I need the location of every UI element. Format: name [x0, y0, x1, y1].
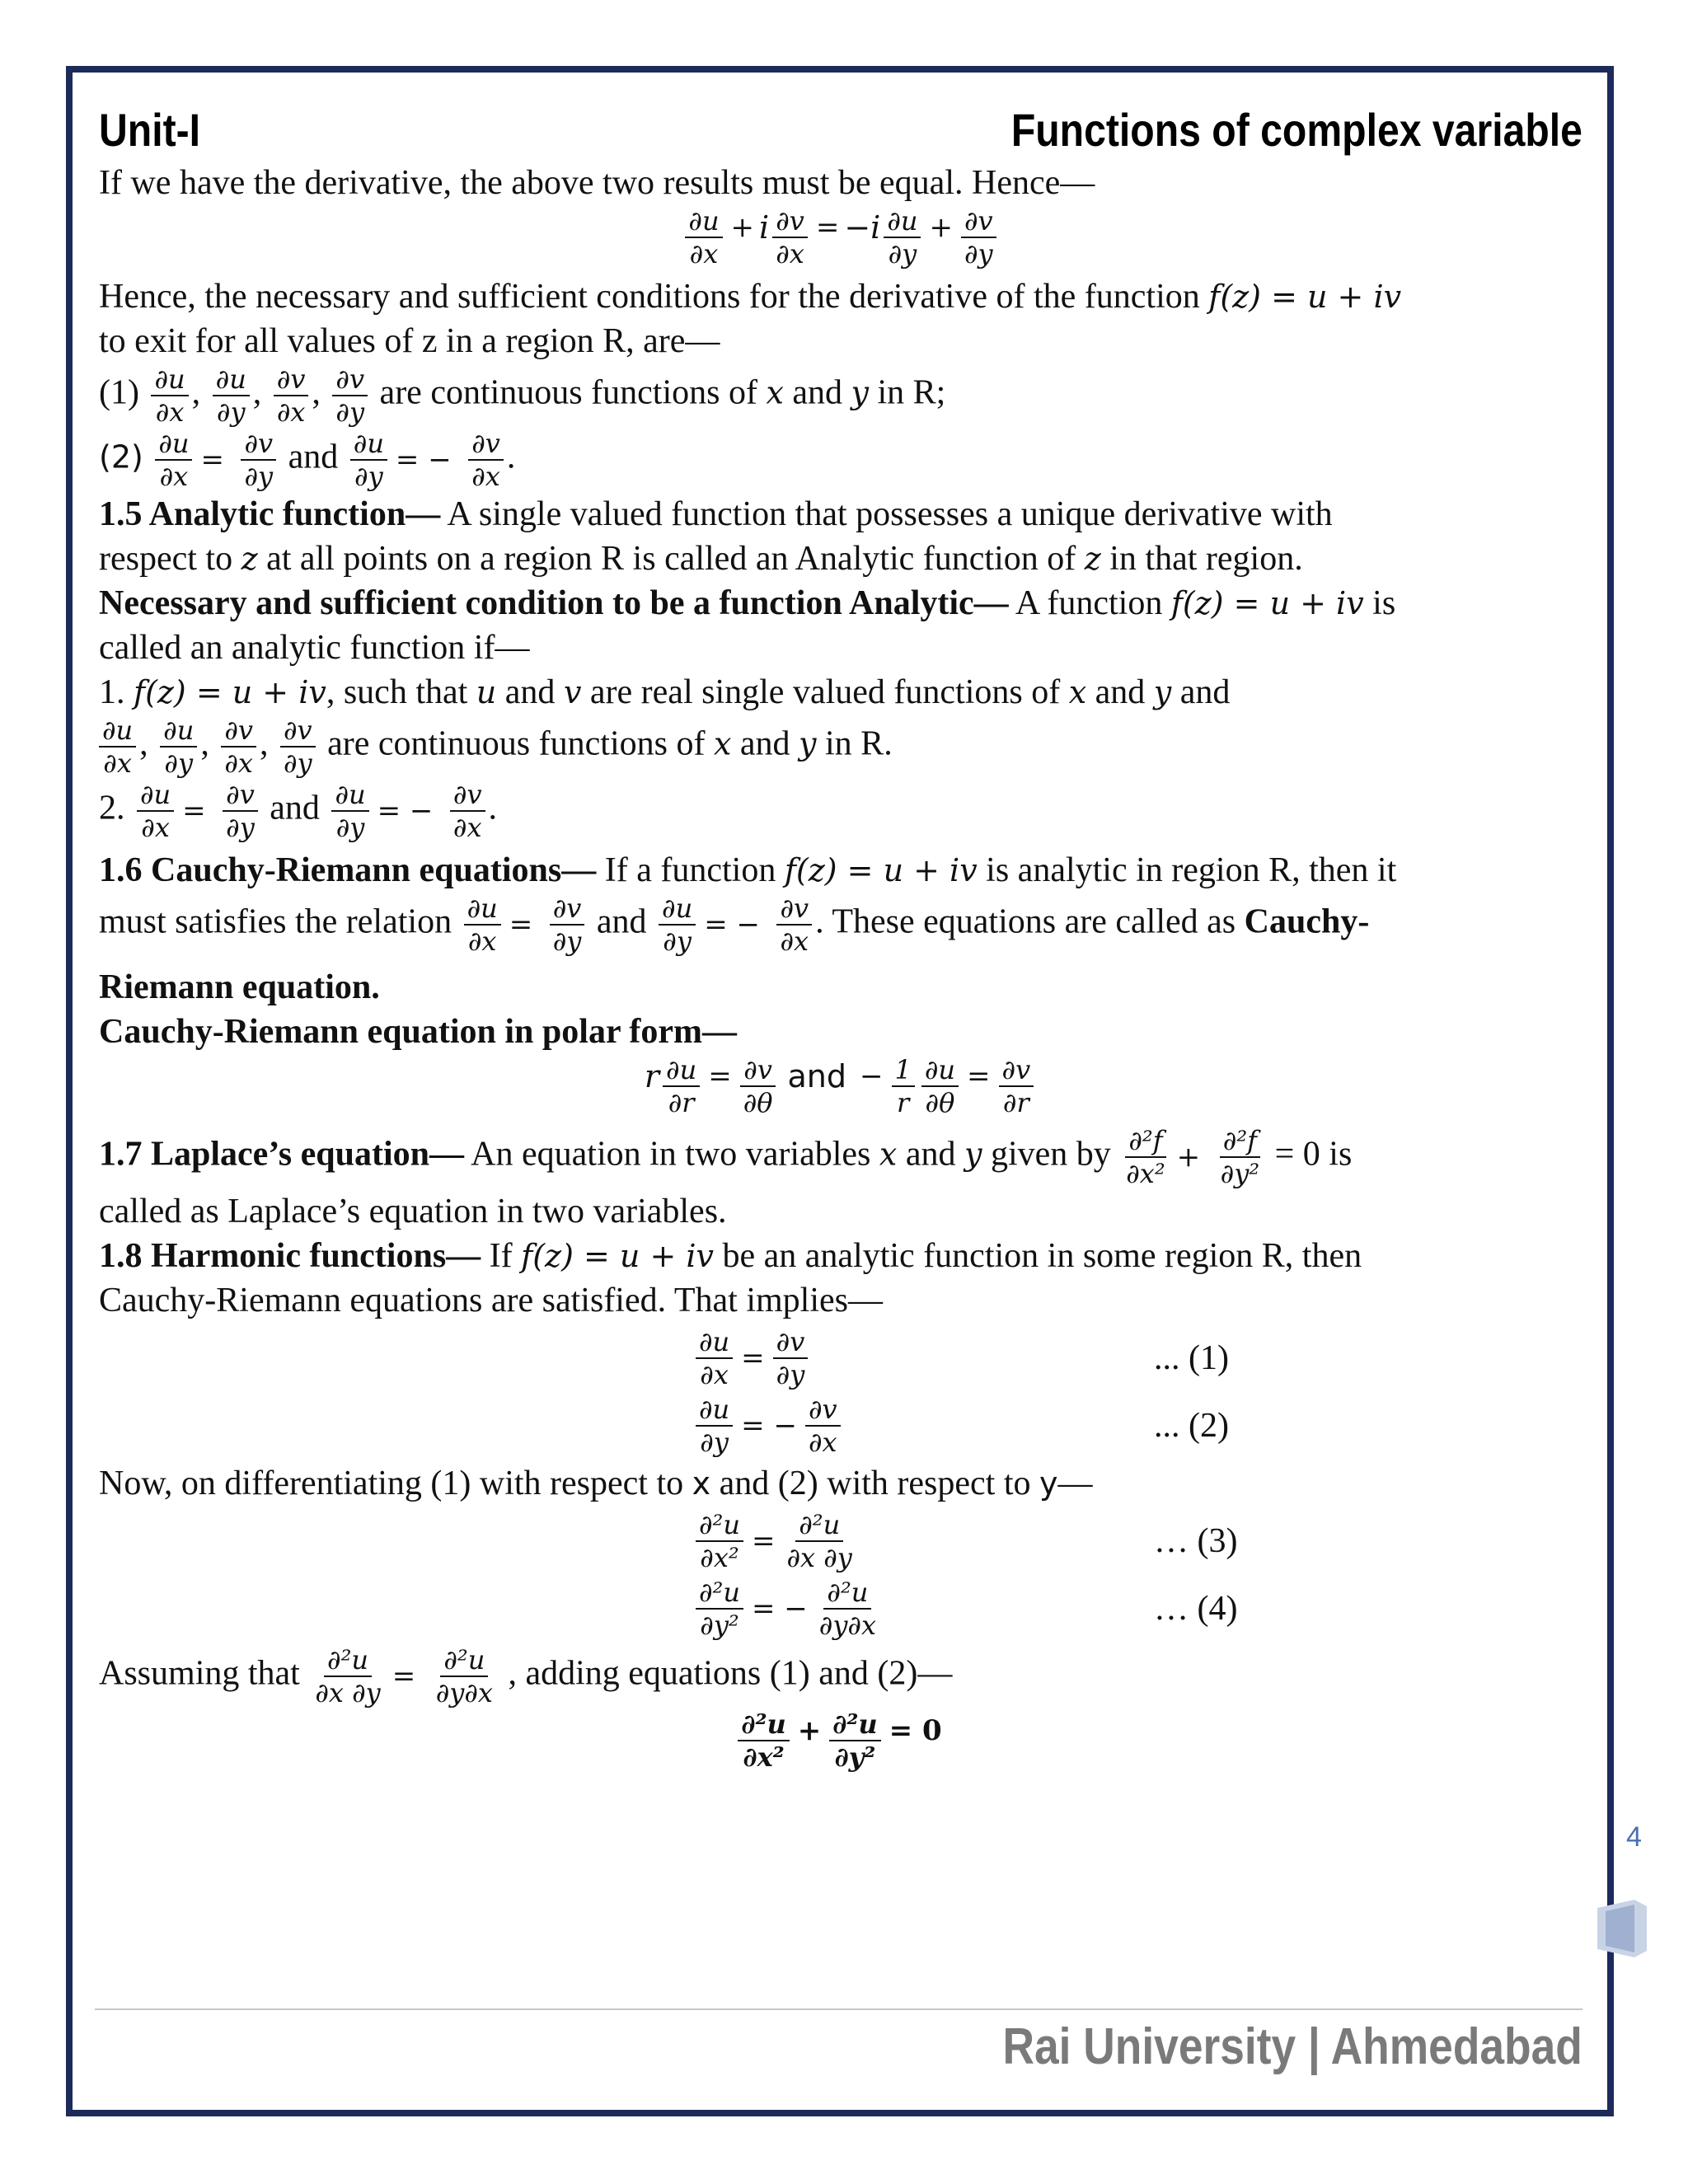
conditions-text: Hence, the necessary and sufficient conditions for the derivative of the function f(z) = u + iv: [99, 278, 1402, 316]
condition-2: (2) $\frac{\partial u}{\partial x}$ = $\frac{\partial v}{\partial y}$ and $\frac{\partial u}{\partial y}$ = − $\frac{\partial v}{\partial x}$ .: [99, 428, 516, 492]
footer-divider: [95, 2008, 1582, 2010]
page-tab-icon: [1597, 1900, 1647, 1957]
called-analytic: called an analytic function if—: [99, 629, 530, 667]
unit-label: Unit-I: [99, 104, 201, 156]
analytic-function-para-2: respect to z at all points on a region R is called an Analytic function of z in that region.: [99, 540, 1303, 578]
polar-form-heading: Cauchy-Riemann equation in polar form—: [99, 1013, 737, 1051]
equation-polar-form: r $\frac{\partial u}{\partial r}$ = $\frac{\partial v}{\partial\theta}$ and − $\frac{1}{r}$ $\frac{\partial u}{\partial\theta}$ = $\frac{\partial v}{\partial r}$: [99, 1054, 1582, 1118]
intro-text: If we have the derivative, the above two results must be equal. Hence—: [99, 164, 1095, 202]
footer-university: Rai University | Ahmedabad: [1002, 2018, 1582, 2075]
assuming-text: Assuming that $\frac{\text{∂²u}}{\partial x \partial y}$ = $\frac{\text{∂²u}}{\partial y\partial x}$ , adding equations (1) and (2)—: [99, 1644, 953, 1708]
analytic-function-para: 1.5 Analytic function— A single valued function that possesses a unique derivative with: [99, 495, 1333, 533]
laplace-para: 1.7 Laplace’s equation— An equation in two variables x and y given by $\frac{\text{∂²f}}{\text{∂x²}}$ + $\frac{\text{∂²f}}{\text{∂y²}}$ = 0 is: [99, 1125, 1353, 1189]
equation-1: $\frac{\partial u}{\partial x}$ = $\frac{\partial v}{\partial y}$ ... (1): [99, 1326, 1582, 1390]
analytic-item-1: 1. f(z) = u + iv, such that u and v are real single valued functions of x and y and: [99, 673, 1231, 711]
cauchy-riemann-bold: Riemann equation.: [99, 968, 380, 1006]
analytic-item-1-cont: $\frac{\partial u}{\partial x}$ , $\frac{\partial u}{\partial y}$ , $\frac{\partial v}{\partial x}$ , $\frac{\partial v}{\partial y}$ are continuous functions of x and y in R.: [99, 715, 1582, 779]
harmonic-para-2: Cauchy-Riemann equations are satisfied. That implies—: [99, 1282, 883, 1319]
cauchy-riemann-relation: must satisfies the relation $\frac{\partial u}{\partial x}$ = $\frac{\partial v}{\partial y}$ and $\frac{\partial u}{\partial y}$ = − $\frac{\partial v}{\partial x}$ . These equations are called as Cauchy-: [99, 893, 1370, 957]
page-content: [99, 161, 1582, 1773]
necessary-condition-para: Necessary and sufficient condition to be a function Analytic— A function f(z) = u + iv is: [99, 584, 1396, 622]
equation-4: $\frac{\text{∂²u}}{\text{∂y²}}$ = − $\frac{\text{∂²u}}{\partial y\partial x}$ … (4): [99, 1577, 1582, 1641]
analytic-item-2: 2. $\frac{\partial u}{\partial x}$ = $\frac{\partial v}{\partial y}$ and $\frac{\partial u}{\partial y}$ = − $\frac{\partial v}{\partial x}$ .: [99, 779, 498, 843]
cauchy-riemann-para: 1.6 Cauchy-Riemann equations— If a function f(z) = u + iv is analytic in region R, then it: [99, 851, 1397, 889]
equation-2: $\frac{\partial u}{\partial y}$ = − $\frac{\partial v}{\partial x}$ ... (2): [99, 1394, 1582, 1458]
differentiating-text: Now, on differentiating (1) with respect to x and (2) with respect to y—: [99, 1465, 1093, 1502]
chapter-title: Functions of complex variable: [1010, 104, 1582, 156]
page-number: 4: [1626, 1821, 1642, 1853]
equation-3: $\frac{\text{∂²u}}{\text{∂x²}}$ = $\frac{\text{∂²u}}{\partial x \partial y}$ … (3): [99, 1509, 1582, 1573]
conditions-text-2: to exit for all values of z in a region R, are—: [99, 322, 720, 360]
equation-laplace-result: $\frac{\text{∂²u}}{\text{∂x²}}$ + $\frac{\text{∂²u}}{\text{∂y²}}$ = 0: [99, 1708, 1582, 1773]
laplace-para-2: called as Laplace’s equation in two variables.: [99, 1193, 727, 1230]
harmonic-para: 1.8 Harmonic functions— If f(z) = u + iv be an analytic function in some region R, then: [99, 1237, 1362, 1275]
condition-1: (1) $\frac{\partial u}{\partial x}$ , $\frac{\partial u}{\partial y}$ , $\frac{\partial v}{\partial x}$ , $\frac{\partial v}{\partial y}$ are continuous functions of x and y in R;: [99, 363, 946, 428]
equation-derivative-equality: $\frac{\partial u}{\partial x}$ + i $\frac{\partial v}{\partial x}$ = −i $\frac{\partial u}{\partial y}$ + $\frac{\partial v}{\partial y}$: [99, 205, 1582, 269]
